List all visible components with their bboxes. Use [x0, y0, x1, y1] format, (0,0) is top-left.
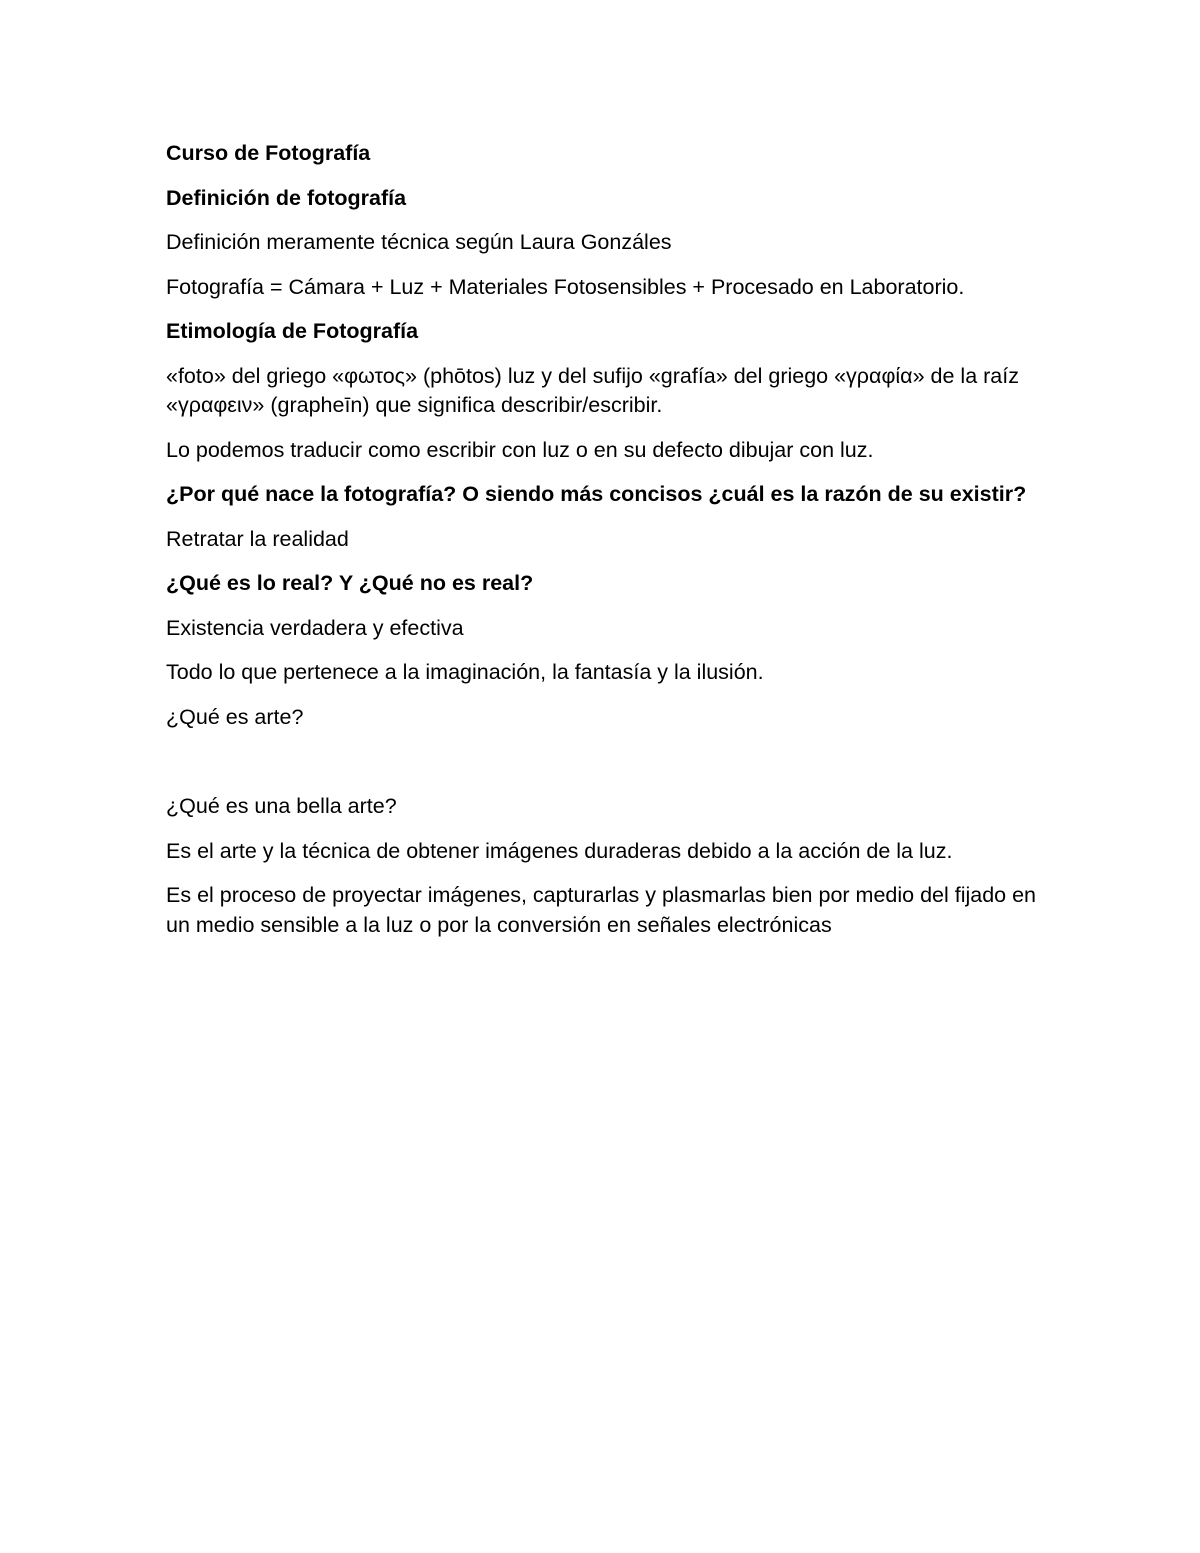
- section-heading-por-que-nace: ¿Por qué nace la fotografía? O siendo más concisos ¿cuál es la razón de su existir?: [166, 482, 1027, 506]
- section-heading-que-es-real: ¿Qué es lo real? Y ¿Qué no es real?: [166, 571, 534, 595]
- paragraph-definicion-tecnica: Definición meramente técnica según Laura Gonzáles: [166, 230, 672, 254]
- paragraph-existencia: Existencia verdadera y efectiva: [166, 615, 464, 640]
- document-body: [166, 139, 1046, 955]
- paragraph-imaginacion: Todo lo que pertenece a la imaginación, la fantasía y la ilusión.: [166, 660, 764, 684]
- paragraph-traduccion: Lo podemos traducir como escribir con luz o en su defecto dibujar con luz.: [166, 437, 874, 462]
- paragraph-proceso: Es el proceso de proyectar imágenes, capturarlas y plasmarlas bien por medio del fijado en un medio sensible a la luz o por la conversión en señales electrónicas: [166, 883, 1037, 937]
- paragraph-retratar: Retratar la realidad: [166, 526, 349, 551]
- blank-line: [166, 747, 1046, 792]
- paragraph-formula: Fotografía = Cámara + Luz + Materiales Fotosensibles + Procesado en Laboratorio.: [166, 274, 965, 299]
- section-heading-definicion: Definición de fotografía: [166, 185, 407, 210]
- paragraph-arte-tecnica: Es el arte y la técnica de obtener imágenes duraderas debido a la acción de la luz.: [166, 838, 953, 863]
- paragraph-etimologia: «foto» del griego «φωτος» (phōtos) luz y del sufijo «grafía» del griego «γραφία» de la raíz «γραφειν» (grapheīn) que significa describir/escribir.: [166, 363, 1019, 417]
- document-title: Curso de Fotografía: [166, 141, 371, 165]
- section-heading-etimologia: Etimología de Fotografía: [166, 319, 419, 343]
- paragraph-bella-arte: ¿Qué es una bella arte?: [166, 794, 397, 818]
- paragraph-que-es-arte: ¿Qué es arte?: [166, 704, 304, 729]
